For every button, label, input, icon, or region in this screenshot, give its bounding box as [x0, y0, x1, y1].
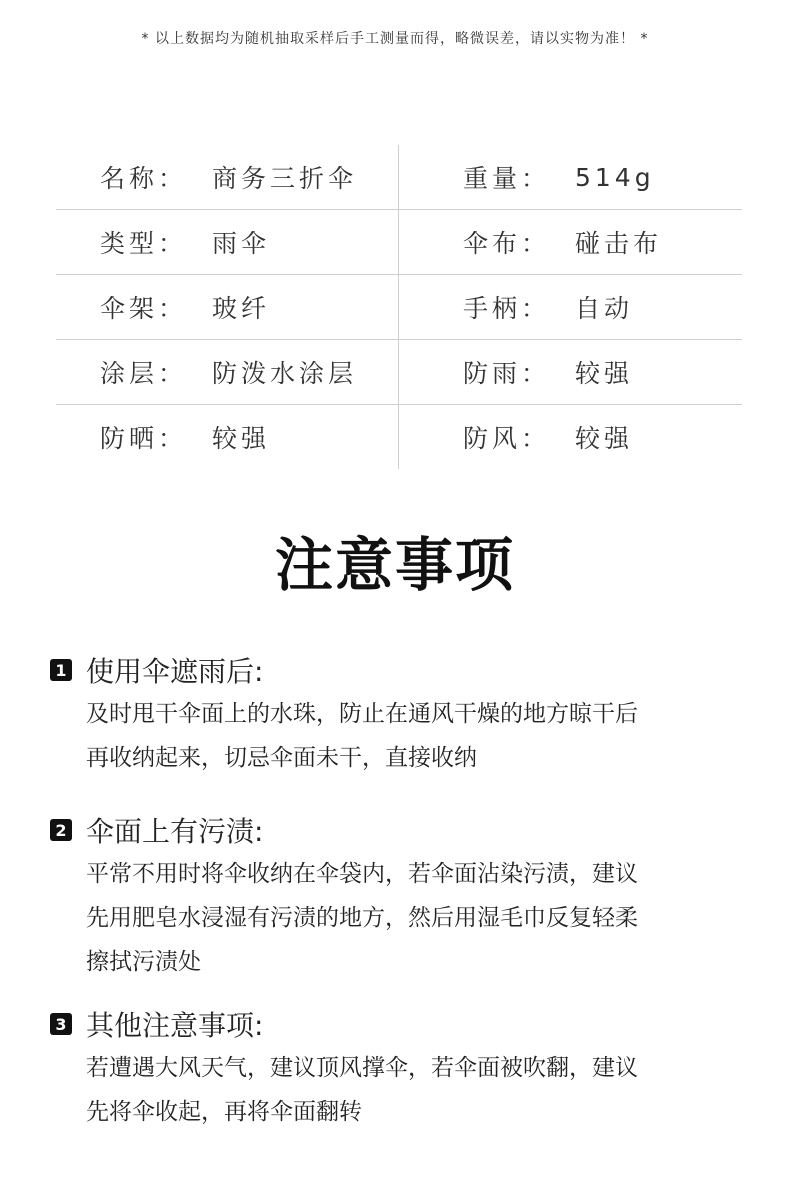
spec-cell: [56, 275, 399, 339]
spec-row: [56, 210, 742, 275]
spec-label: 涂层：: [100, 359, 188, 388]
note-title: 伞面上有污渍:: [86, 815, 264, 848]
spec-row: [56, 275, 742, 340]
note-header: [50, 1006, 750, 1042]
spec-cell: [56, 405, 399, 469]
number-badge: 3: [50, 1013, 72, 1035]
spec-row: [56, 405, 742, 469]
spec-cell: [399, 275, 742, 339]
note-line: 再收纳起来，切忌伞面未干，直接收纳: [86, 745, 477, 771]
note-item: [50, 812, 750, 984]
spec-label: 重量：: [463, 164, 551, 193]
spec-cell: [56, 145, 399, 209]
note-line: 先将伞收起，再将伞面翻转: [86, 1099, 362, 1125]
spec-row: [56, 340, 742, 405]
spec-value: 较强: [575, 359, 634, 388]
disclaimer-text: * 以上数据均为随机抽取采样后手工测量而得，略微误差，请以实物为准！ *: [141, 31, 649, 47]
spec-value: 雨伞: [212, 229, 271, 258]
spec-cell: [56, 340, 399, 404]
spec-label: 名称：: [100, 164, 188, 193]
note-body: [86, 692, 750, 780]
spec-value: 较强: [212, 424, 271, 453]
spec-cell: [56, 210, 399, 274]
spec-label: 手柄：: [463, 294, 551, 323]
note-title: 使用伞遮雨后:: [86, 655, 264, 688]
spec-value: 商务三折伞: [212, 164, 358, 193]
spec-value: 防泼水涂层: [212, 359, 358, 388]
spec-row: [56, 145, 742, 210]
spec-cell: [399, 340, 742, 404]
spec-value: 玻纤: [212, 294, 271, 323]
spec-value: 514g: [575, 162, 655, 192]
note-body: [86, 1046, 750, 1134]
spec-value: 碰击布: [575, 229, 663, 258]
note-item: [50, 1006, 750, 1134]
note-body: [86, 852, 750, 984]
note-title: 其他注意事项:: [86, 1009, 264, 1042]
note-line: 若遭遇大风天气，建议顶风撑伞，若伞面被吹翻，建议: [86, 1055, 638, 1081]
spec-value: 自动: [575, 294, 634, 323]
spec-label: 伞布：: [463, 229, 551, 258]
note-line: 先用肥皂水浸湿有污渍的地方，然后用湿毛巾反复轻柔: [86, 905, 638, 931]
note-header: [50, 812, 750, 848]
section-title: 注意事项: [274, 531, 515, 599]
spec-label: 防晒：: [100, 424, 188, 453]
spec-label: 防风：: [463, 424, 551, 453]
spec-value: 较强: [575, 424, 634, 453]
number-badge: 1: [50, 659, 72, 681]
spec-label: 类型：: [100, 229, 188, 258]
note-header: [50, 652, 750, 688]
spec-cell: [399, 210, 742, 274]
spec-label: 伞架：: [100, 294, 188, 323]
spec-cell: [399, 145, 742, 209]
spec-cell: [399, 405, 742, 469]
note-line: 擦拭污渍处: [86, 949, 201, 975]
note-line: 及时甩干伞面上的水珠，防止在通风干燥的地方晾干后: [86, 701, 638, 727]
spec-table: [56, 145, 742, 469]
spec-label: 防雨：: [463, 359, 551, 388]
note-item: [50, 652, 750, 780]
note-line: 平常不用时将伞收纳在伞袋内，若伞面沾染污渍，建议: [86, 861, 638, 887]
number-badge: 2: [50, 819, 72, 841]
